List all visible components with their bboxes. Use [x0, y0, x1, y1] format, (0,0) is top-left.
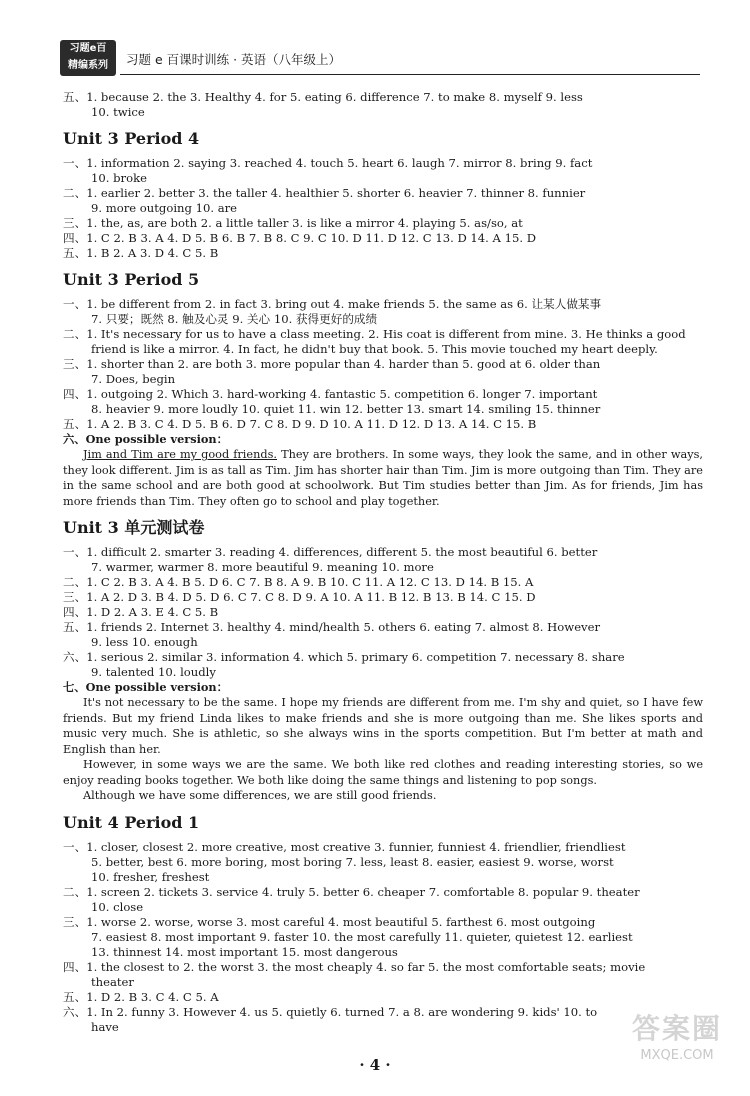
answer-line: 四、1. C 2. B 3. A 4. D 5. B 6. B 7. B 8. C 9. C 10. D 11. D 12. C 13. D 14. A 15. D [63, 231, 537, 245]
logo-line-1: 习题e百 [69, 43, 107, 54]
answer-line: 一、1. closer, closest 2. more creative, most creative 3. funnier, funniest 4. friendlier, friendliest [63, 839, 626, 854]
answer-line: 9. talented 10. loudly [91, 665, 216, 679]
logo-line-2: 精编系列 [68, 60, 108, 71]
watermark-url: MXQE.COM [640, 1048, 714, 1063]
section-heading: Unit 3 Period 4 [63, 129, 200, 148]
answer-line: have [91, 1019, 119, 1034]
answer-line: 一、1. be different from 2. in fact 3. bring out 4. make friends 5. the same as 6. 让某人做某事 [63, 297, 602, 311]
answer-line: 二、1. C 2. B 3. A 4. B 5. D 6. C 7. B 8. A 9. B 10. C 11. A 12. C 13. D 14. B 15. A [63, 575, 534, 589]
watermark-logo: 答案圈 [631, 1012, 722, 1045]
answer-line: 10. broke [91, 171, 147, 185]
answer-line: 7. easiest 8. most important 9. faster 10. the most carefully 11. quieter, quietest 12. earliest [91, 929, 633, 944]
page-header [60, 40, 700, 80]
answer-line: 四、1. outgoing 2. Which 3. hard-working 4. fantastic 5. competition 6. longer 7. important [63, 387, 598, 401]
answer-line: 六、1. serious 2. similar 3. information 4. which 5. primary 6. competition 7. necessary 8. share [63, 650, 625, 664]
model-essay-paragraph [63, 447, 703, 509]
version-label: 六、One possible version： [63, 432, 228, 446]
series-logo [60, 40, 116, 76]
answer-line: 9. less 10. enough [91, 635, 198, 649]
answer-line: 三、1. shorter than 2. are both 3. more popular than 4. harder than 5. good at 6. older than [63, 357, 601, 371]
answer-line: 7. Does, begin [91, 372, 176, 386]
answer-line: 一、1. difficult 2. smarter 3. reading 4. differences, different 5. the most beautiful 6. better [63, 545, 598, 559]
model-essay-paragraph: However, in some ways we are the same. We both like red clothes and reading interesting stories, so we enjoy reading books together. We both like doing the same things and listening to pop songs. [63, 758, 703, 787]
version-label: 七、One possible version： [63, 680, 228, 694]
answer-line: 13. thinnest 14. most important 15. most dangerous [91, 944, 398, 959]
answer-line: 四、1. D 2. A 3. E 4. C 5. B [63, 605, 219, 619]
answer-line: 四、1. the closest to 2. the worst 3. the most cheaply 4. so far 5. the most comfortable seats; movie [63, 959, 646, 974]
answer-content [63, 90, 703, 1035]
essay-text: They are brothers. In some ways, they look the same, and in other ways, they look different. Jim is as tall as Tim. Jim has shorter hair than Tim. Jim is more outgoing than Tim. They are in the same school and are both good at schoolwork. But Tim studies better than Jim. As for friends, Jim has more friends than Tim. They often go to school and play together. [63, 448, 703, 508]
answer-line: 三、1. A 2. D 3. B 4. D 5. D 6. C 7. C 8. D 9. A 10. A 11. B 12. B 13. B 14. C 15. D [63, 590, 536, 604]
answer-line: 9. more outgoing 10. are [91, 201, 238, 215]
answer-line: 五、1. B 2. A 3. D 4. C 5. B [63, 246, 219, 260]
answer-line: 一、1. information 2. saying 3. reached 4. touch 5. heart 6. laugh 7. mirror 8. bring 9. fact [63, 156, 593, 170]
answer-line: 五、1. A 2. B 3. C 4. D 5. B 6. D 7. C 8. D 9. D 10. A 11. D 12. D 13. A 14. C 15. B [63, 417, 537, 431]
answer-line: 五、1. friends 2. Internet 3. healthy 4. mind/health 5. others 6. eating 7. almost 8. However [63, 620, 601, 634]
answer-line: 7. 只要；既然 8. 触及心灵 9. 关心 10. 获得更好的成绩 [91, 312, 378, 326]
answer-line: 五、1. because 2. the 3. Healthy 4. for 5. eating 6. difference 7. to make 8. myself 9. less [63, 90, 583, 104]
section-heading: Unit 3 单元测试卷 [63, 518, 205, 537]
answer-line: 三、1. the, as, are both 2. a little taller 3. is like a mirror 4. playing 5. as/so, at [63, 216, 523, 230]
answer-line: 二、1. earlier 2. better 3. the taller 4. healthier 5. shorter 6. heavier 7. thinner 8. funnier [63, 186, 586, 200]
header-rule [120, 74, 700, 75]
answer-line: 二、1. screen 2. tickets 3. service 4. truly 5. better 6. cheaper 7. comfortable 8. popular 9. theater [63, 884, 640, 899]
answer-line: 8. heavier 9. more loudly 10. quiet 11. win 12. better 13. smart 14. smiling 15. thinner [91, 402, 601, 416]
answer-line: 六、1. In 2. funny 3. However 4. us 5. quietly 6. turned 7. a 8. are wondering 9. kids' 10. to [63, 1004, 598, 1019]
answer-line: friend is like a mirror. 4. In fact, he didn't buy that book. 5. This movie touched my heart deeply. [91, 342, 658, 356]
section-heading: Unit 3 Period 5 [63, 270, 200, 289]
page-number: · 4 · [359, 1056, 391, 1074]
answer-line: 二、1. It's necessary for us to have a class meeting. 2. His coat is different from mine. 3. He thinks a good [63, 327, 686, 341]
answer-line: 7. warmer, warmer 8. more beautiful 9. meaning 10. more [91, 560, 434, 574]
answer-line: theater [91, 974, 134, 989]
watermark [612, 1010, 742, 1080]
underlined-topic-sentence: Jim and Tim are my good friends. [83, 448, 278, 461]
answer-line: 三、1. worse 2. worse, worse 3. most careful 4. most beautiful 5. farthest 6. most outgoing [63, 914, 596, 929]
model-essay-paragraph: Although we have some differences, we are still good friends. [83, 789, 437, 802]
answer-line: 10. close [91, 899, 144, 914]
book-title: 习题 e 百课时训练 · 英语（八年级上） [126, 52, 342, 67]
answer-line: 10. twice [91, 105, 145, 119]
answer-line: 5. better, best 6. more boring, most boring 7. less, least 8. easier, easiest 9. worse, worst [91, 854, 614, 869]
model-essay-paragraph: It's not necessary to be the same. I hope my friends are different from me. I'm shy and quiet, so I have few friends. But my friend Linda likes to make friends and she is more outgoing than me. She likes sports and music very much. She is athletic, so she always wins in the sports competition. But I'm better at math and English than her. [63, 696, 703, 756]
answer-line: 五、1. D 2. B 3. C 4. C 5. A [63, 989, 219, 1004]
answer-line: 10. fresher, freshest [91, 869, 210, 884]
section-heading: Unit 4 Period 1 [63, 812, 200, 832]
